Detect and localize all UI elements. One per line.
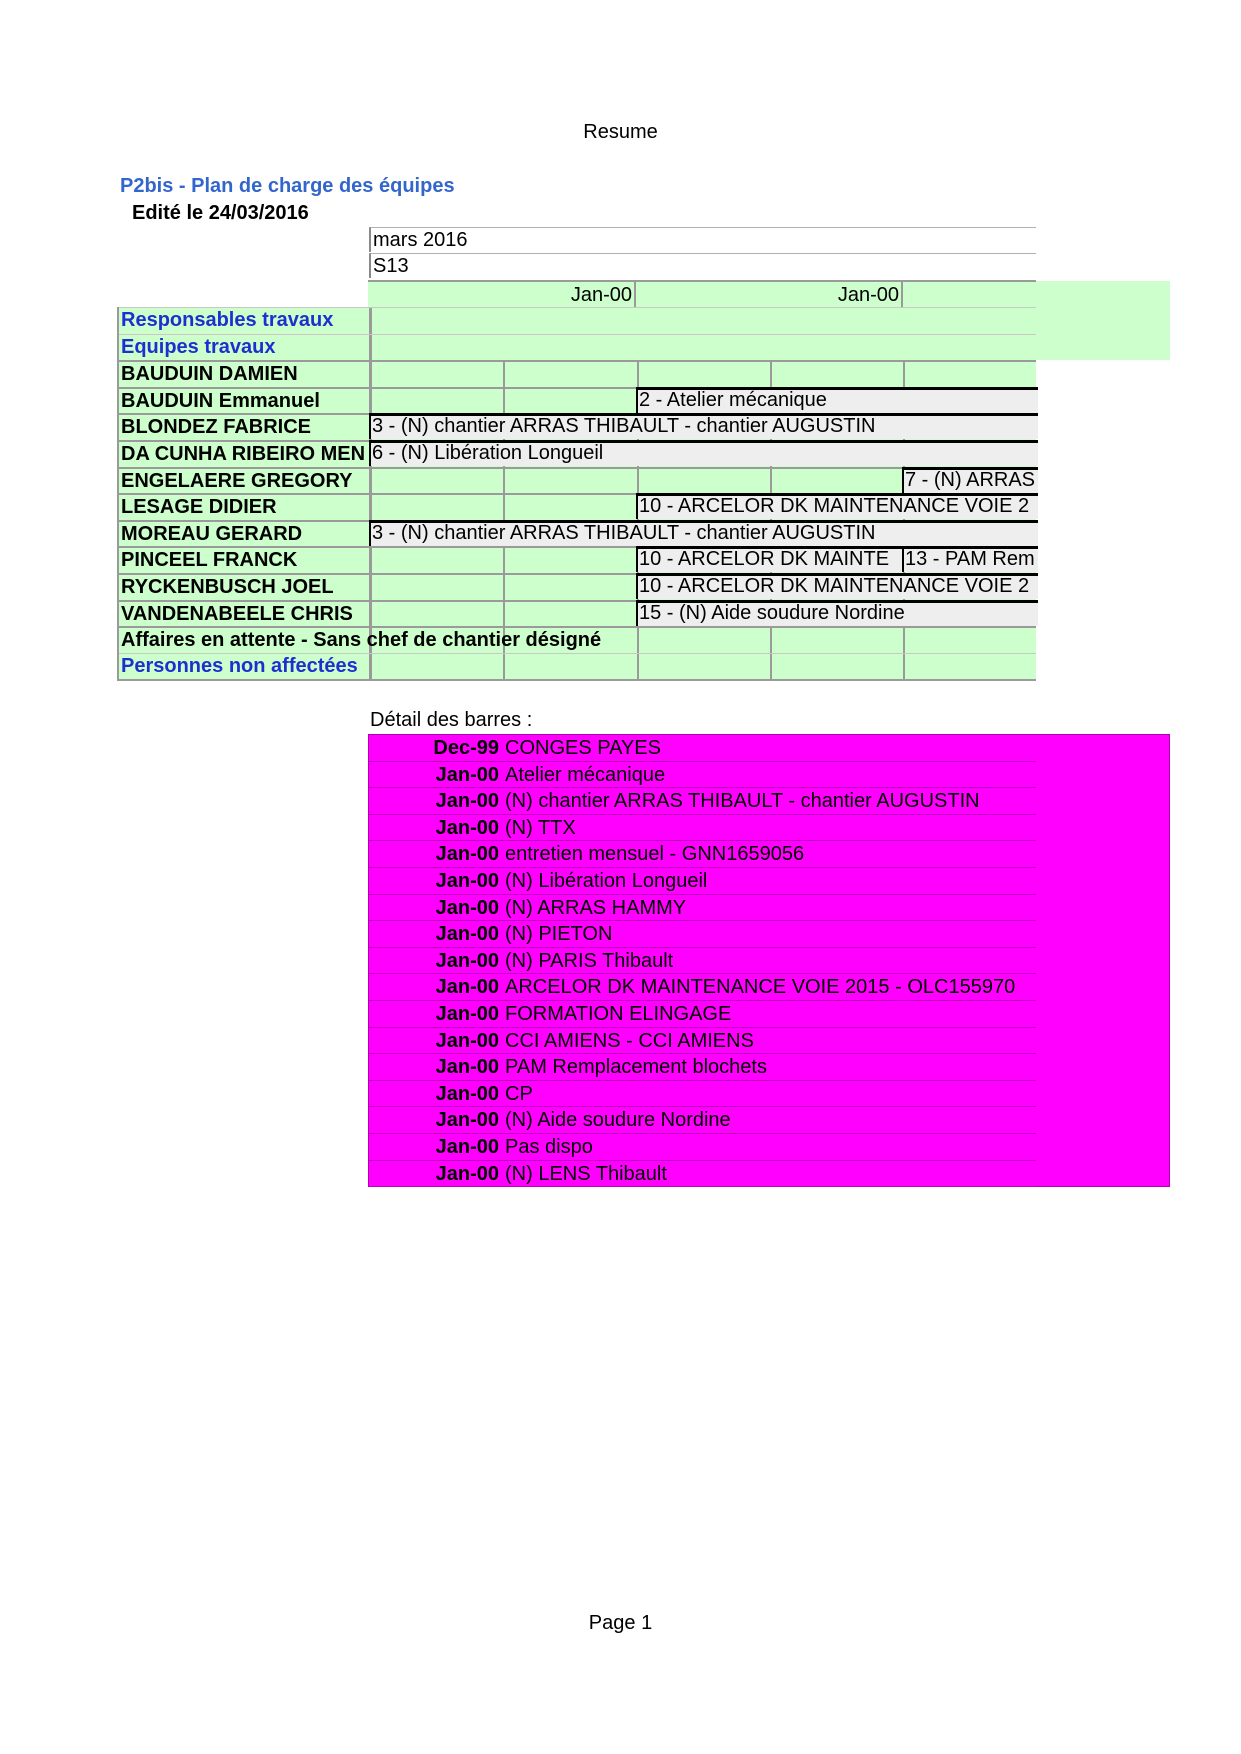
legend-label: Pas dispo <box>505 1136 593 1158</box>
label-separator <box>369 335 372 361</box>
page-footer: Page 1 <box>588 1612 653 1634</box>
legend-date: Jan-00 <box>435 896 499 919</box>
legend-label: (N) chantier ARRAS THIBAULT - chantier AUGUSTIN <box>505 790 980 813</box>
plan-row <box>119 360 1036 387</box>
bar-legend <box>368 734 1170 1187</box>
legend-label: (N) PIETON <box>505 923 613 946</box>
column-separator <box>903 654 905 680</box>
label-separator <box>369 548 372 573</box>
date-header-cell: Jan-00 <box>636 282 903 309</box>
column-separator <box>503 602 505 627</box>
legend-date: Jan-00 <box>435 870 499 892</box>
legend-label: ARCELOR DK MAINTENANCE VOIE 2015 - OLC155970 <box>505 976 1016 999</box>
column-separator <box>637 654 639 680</box>
column-separator <box>770 362 772 387</box>
schedule-bar[interactable]: 7 - (N) ARRAS <box>902 467 1038 493</box>
legend-row <box>369 762 1036 789</box>
schedule-bar[interactable]: 13 - PAM Rem <box>902 546 1038 572</box>
row-label: Responsables travaux <box>121 309 334 331</box>
page-title: P2bis - Plan de charge des équipes <box>120 175 455 197</box>
column-separator <box>503 469 505 494</box>
legend-label: entretien mensuel - GNN1659056 <box>505 843 805 866</box>
legend-row <box>369 841 1036 868</box>
header-fill <box>1036 281 1170 360</box>
legend-label: CP <box>505 1082 533 1105</box>
column-separator <box>903 628 905 653</box>
legend-label: Atelier mécanique <box>505 763 666 786</box>
plan-row <box>119 440 1036 467</box>
plan-row <box>119 600 1036 627</box>
legend-label: (N) ARRAS HAMMY <box>505 896 687 919</box>
row-label: Equipes travaux <box>121 335 276 358</box>
column-separator <box>503 548 505 573</box>
label-separator <box>369 495 372 520</box>
week-header: S13 <box>369 253 1036 278</box>
plan-row <box>119 546 1036 573</box>
legend-date: Jan-00 <box>435 976 499 999</box>
plan-row <box>119 626 1036 653</box>
plan-row <box>119 387 1036 414</box>
row-label: VANDENABEELE CHRIS <box>121 602 353 625</box>
legend-date: Jan-00 <box>435 949 499 972</box>
column-separator <box>503 495 505 520</box>
grid-bottom-border <box>117 679 1036 681</box>
legend-date: Jan-00 <box>435 790 499 813</box>
legend-date: Jan-00 <box>435 1136 499 1158</box>
legend-label: (N) Aide soudure Nordine <box>505 1109 731 1132</box>
date-header-row <box>368 280 1036 309</box>
column-separator <box>770 469 772 494</box>
planning-grid <box>117 307 1036 679</box>
schedule-bar[interactable]: 10 - ARCELOR DK MAINTENANCE VOIE 2 <box>636 573 1038 599</box>
label-separator <box>369 469 372 494</box>
legend-row <box>369 1107 1036 1134</box>
period-header: mars 2016 <box>369 227 1036 252</box>
plan-row <box>119 413 1036 440</box>
legend-row <box>369 1001 1036 1028</box>
column-separator <box>503 389 505 414</box>
date-header-cell: Jan-00 <box>368 282 636 309</box>
column-separator <box>770 654 772 680</box>
row-label: BAUDUIN DAMIEN <box>121 363 298 386</box>
legend-row <box>369 1134 1036 1161</box>
schedule-bar[interactable]: 15 - (N) Aide soudure Nordine <box>636 600 1038 626</box>
legend-date: Jan-00 <box>435 816 499 839</box>
legend-row <box>369 735 1036 762</box>
legend-date: Jan-00 <box>435 1029 499 1052</box>
row-label: RYCKENBUSCH JOEL <box>121 575 334 598</box>
legend-row <box>369 948 1036 975</box>
schedule-bar[interactable]: 2 - Atelier mécanique <box>636 387 1038 413</box>
row-label: ENGELAERE GREGORY <box>121 469 353 492</box>
plan-row <box>119 334 1036 361</box>
plan-row <box>119 520 1036 547</box>
legend-date: Jan-00 <box>435 1109 499 1132</box>
column-separator <box>503 575 505 600</box>
legend-row <box>369 1161 1036 1188</box>
schedule-bar[interactable]: 3 - (N) chantier ARRAS THIBAULT - chantier AUGUSTIN <box>369 520 1038 546</box>
legend-date: Jan-00 <box>435 763 499 786</box>
legend-row <box>369 921 1036 948</box>
schedule-bar[interactable]: 10 - ARCELOR DK MAINTENANCE VOIE 2 <box>636 493 1038 519</box>
schedule-bar[interactable]: 10 - ARCELOR DK MAINTE <box>636 546 903 572</box>
legend-row <box>369 1054 1036 1081</box>
legend-label: (N) LENS Thibault <box>505 1162 667 1185</box>
legend-date: Jan-00 <box>435 1056 499 1079</box>
legend-row <box>369 895 1036 922</box>
row-label: LESAGE DIDIER <box>121 496 277 519</box>
row-label: MOREAU GERARD <box>121 522 303 545</box>
legend-row <box>369 974 1036 1001</box>
column-separator <box>637 469 639 494</box>
legend-date: Jan-00 <box>435 843 499 866</box>
legend-label: (N) Libération Longueil <box>505 870 708 892</box>
legend-row <box>369 1028 1036 1055</box>
legend-date: Jan-00 <box>435 1162 499 1185</box>
edit-date: Edité le 24/03/2016 <box>132 202 309 224</box>
legend-label: CONGES PAYES <box>505 737 661 759</box>
column-separator <box>503 654 505 680</box>
label-separator <box>369 575 372 600</box>
column-separator <box>503 362 505 387</box>
plan-row <box>119 467 1036 494</box>
legend-label: PAM Remplacement blochets <box>505 1056 767 1079</box>
legend-date: Dec-99 <box>433 737 499 759</box>
legend-label: CCI AMIENS - CCI AMIENS <box>505 1029 754 1052</box>
legend-row <box>369 1081 1036 1108</box>
label-separator <box>369 654 372 680</box>
row-label: DA CUNHA RIBEIRO MEN <box>121 442 366 465</box>
schedule-bar[interactable]: 3 - (N) chantier ARRAS THIBAULT - chantier AUGUSTIN <box>369 413 1038 439</box>
column-separator <box>903 362 905 387</box>
row-label: Personnes non affectées <box>121 654 358 677</box>
legend-row <box>369 815 1036 842</box>
label-separator <box>369 389 372 414</box>
plan-row <box>119 493 1036 520</box>
row-label: BAUDUIN Emmanuel <box>121 389 320 412</box>
column-separator <box>637 362 639 387</box>
row-label: BLONDEZ FABRICE <box>121 416 311 439</box>
legend-label: (N) PARIS Thibault <box>505 949 674 972</box>
schedule-bar[interactable]: 6 - (N) Libération Longueil <box>369 440 1038 466</box>
label-separator <box>369 362 372 387</box>
legend-label: FORMATION ELINGAGE <box>505 1003 732 1025</box>
legend-row <box>369 868 1036 895</box>
legend-date: Jan-00 <box>435 1003 499 1025</box>
legend-date: Jan-00 <box>435 1082 499 1105</box>
legend-date: Jan-00 <box>435 923 499 946</box>
plan-row <box>119 573 1036 600</box>
plan-row <box>119 653 1036 680</box>
sheet-title: Resume <box>583 121 658 143</box>
row-label: PINCEEL FRANCK <box>121 549 298 572</box>
legend-label: (N) TTX <box>505 816 576 839</box>
row-label: Affaires en attente - Sans chef de chantier désigné <box>121 629 602 652</box>
legend-row <box>369 788 1036 815</box>
label-separator <box>369 602 372 627</box>
detail-title: Détail des barres : <box>370 709 533 731</box>
label-separator <box>369 308 372 334</box>
plan-row <box>119 307 1036 334</box>
